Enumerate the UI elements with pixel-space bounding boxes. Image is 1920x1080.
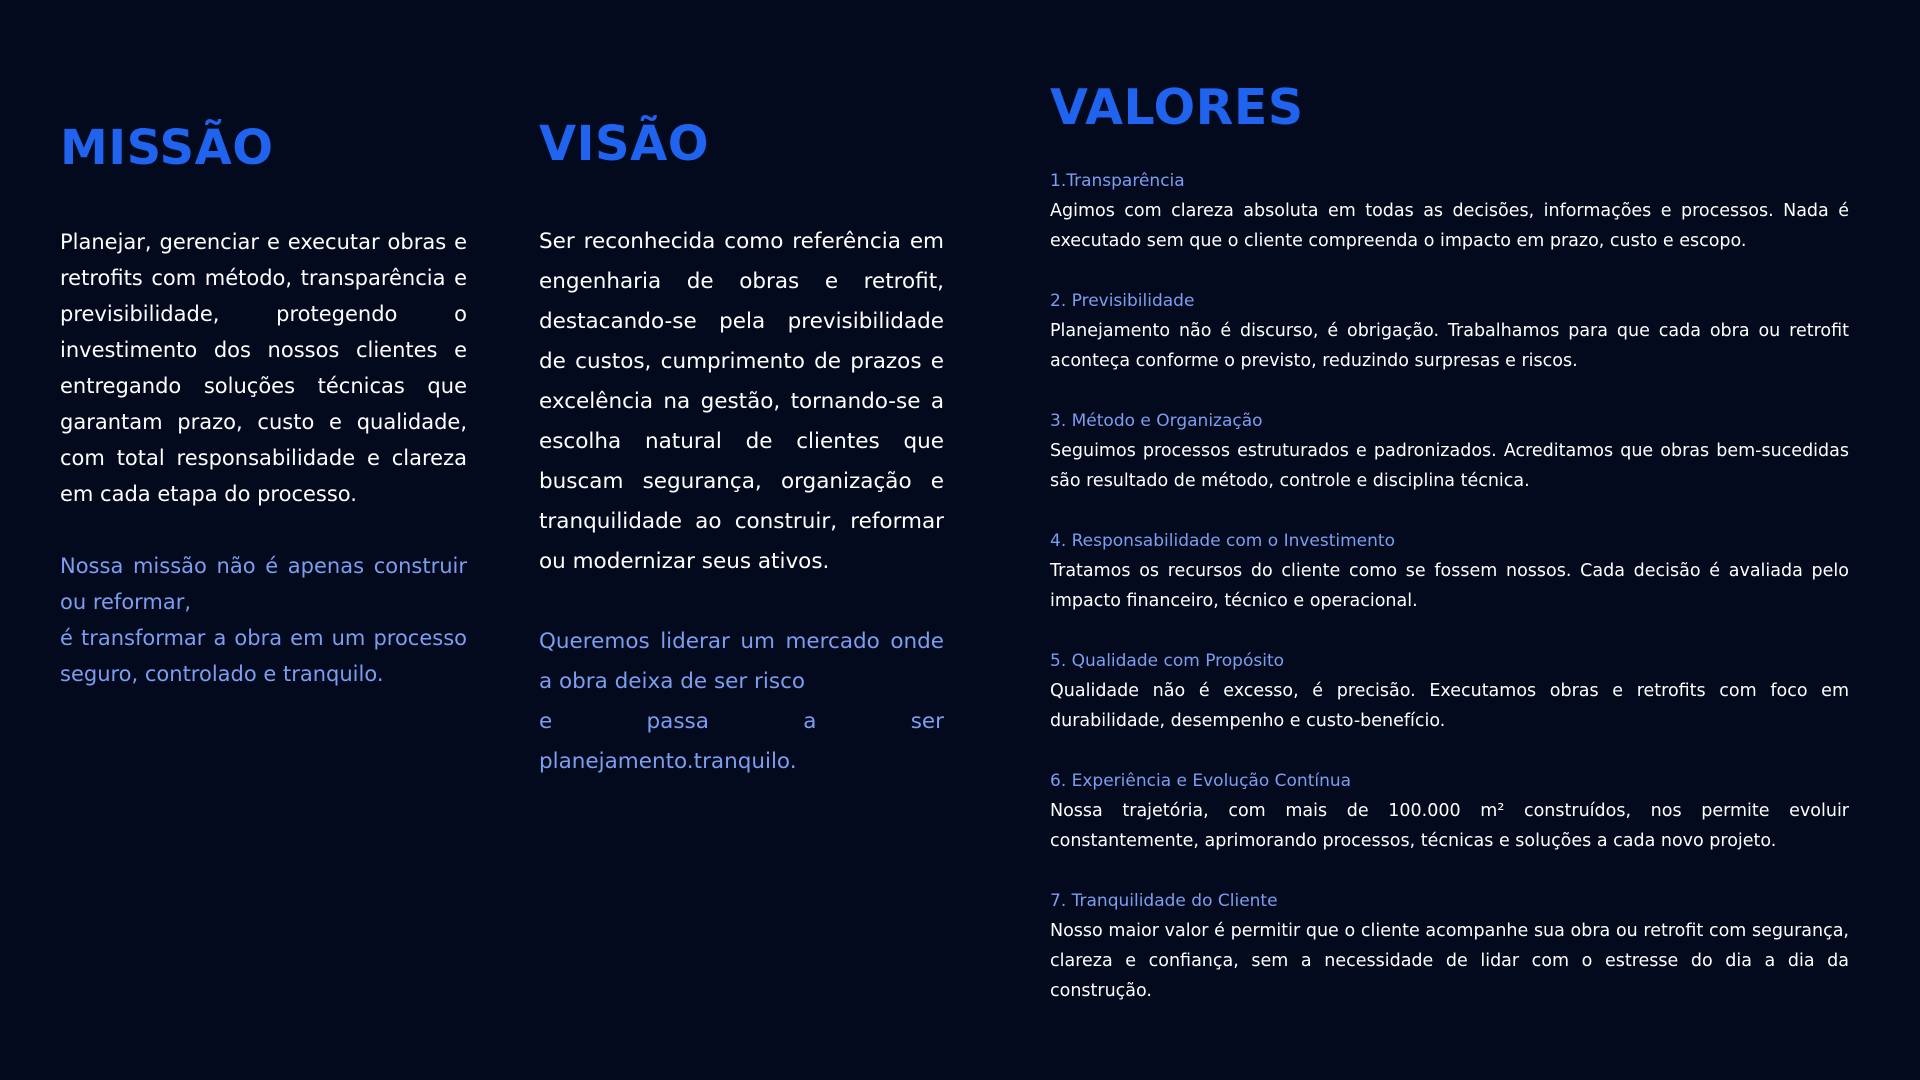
vision-section [539,0,944,782]
value-title: 3. Método e Organização [1050,411,1263,431]
value-description: Tratamos os recursos do cliente como se fossem nossos. Cada decisão é avaliada pelo impacto financeiro, técnico e operacional. [1050,561,1849,611]
values-section [1050,0,1849,1006]
value-description: Nossa trajetória, com mais de 100.000 m² construídos, nos permite evoluir constantemente, aprimorando processos, técnicas e soluções a cada novo projeto. [1050,801,1849,851]
value-title: 6. Experiência e Evolução Contínua [1050,771,1352,791]
mission-section [60,0,467,692]
values-list [1050,166,1849,1006]
mission-title: MISSÃO [60,120,274,176]
value-title: 7. Tranquilidade do Cliente [1050,891,1278,911]
value-item [1050,886,1849,1006]
value-item [1050,166,1849,256]
vision-title: VISÃO [539,116,710,172]
mission-highlight-line: Nossa missão não é apenas construir ou reformar, [60,554,467,614]
value-title: 4. Responsabilidade com o Investimento [1050,531,1395,551]
value-title: 2. Previsibilidade [1050,291,1195,311]
value-item [1050,526,1849,616]
mission-body: Planejar, gerenciar e executar obras e retrofits com método, transparência e previsibilidade, protegendo o investimento dos nossos clientes e entregando soluções técnicas que garantam prazo, custo e qualidade, com total responsabilidade e clareza em cada etapa do processo. [60,230,467,506]
vision-body: Ser reconhecida como referência em engenharia de obras e retrofit, destacando-se pela previsibilidade de custos, cumprimento de prazos e excelência na gestão, tornando-se a escolha natural de clientes que buscam segurança, organização e tranquilidade ao construir, reformar ou modernizar seus ativos. [539,229,944,574]
value-description: Seguimos processos estruturados e padronizados. Acreditamos que obras bem-sucedidas são resultado de método, controle e disciplina técnica. [1050,441,1849,491]
mission-highlight [60,548,467,692]
vision-highlight [539,622,944,782]
value-item [1050,766,1849,856]
value-item [1050,646,1849,736]
vision-highlight-line: e passa a ser planejamento.tranquilo. [539,709,944,774]
vision-highlight-line: Queremos liderar um mercado onde a obra deixa de ser risco [539,629,944,694]
value-item [1050,286,1849,376]
value-item [1050,406,1849,496]
mission-highlight-line: é transformar a obra em um processo seguro, controlado e tranquilo. [60,626,467,686]
value-description: Agimos com clareza absoluta em todas as decisões, informações e processos. Nada é executado sem que o cliente compreenda o impacto em prazo, custo e escopo. [1050,201,1849,251]
value-description: Qualidade não é excesso, é precisão. Executamos obras e retrofits com foco em durabilidade, desempenho e custo-benefício. [1050,681,1849,731]
value-description: Planejamento não é discurso, é obrigação. Trabalhamos para que cada obra ou retrofit aconteça conforme o previsto, reduzindo surpresas e riscos. [1050,321,1849,371]
values-title: VALORES [1050,79,1304,136]
value-title: 1.Transparência [1050,171,1185,191]
value-title: 5. Qualidade com Propósito [1050,651,1285,671]
value-description: Nosso maior valor é permitir que o cliente acompanhe sua obra ou retrofit com segurança, clareza e confiança, sem a necessidade de lidar com o estresse do dia a dia da construção. [1050,921,1849,1001]
